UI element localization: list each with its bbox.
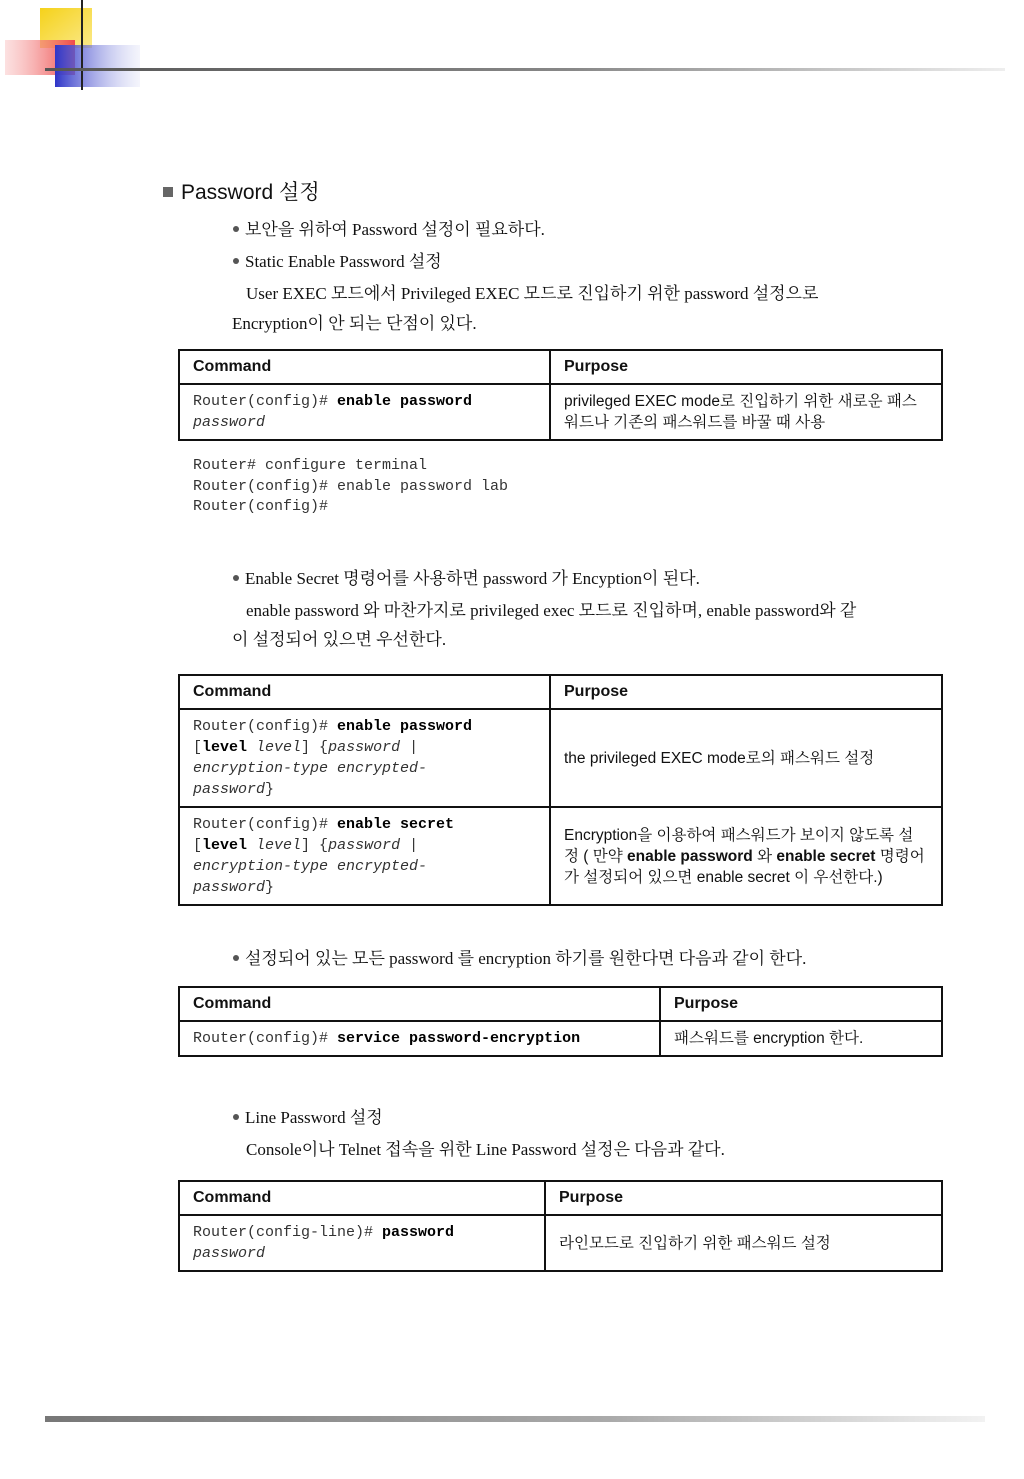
command-table-enable-password [178, 349, 943, 441]
bullet-static-enable [233, 247, 442, 272]
purpose-keyword: enable password [627, 847, 753, 865]
purpose-cell: 패스워드를 encryption 한다. [660, 1021, 942, 1056]
cmd-argument: level [247, 739, 302, 756]
cmd-pipe: | [400, 837, 419, 854]
bullet-dot-icon [233, 258, 239, 264]
bullet-text: Line Password 설정 [245, 1108, 383, 1127]
purpose-cell: 라인모드로 진입하기 위한 패스워드 설정 [545, 1215, 942, 1271]
bullet-text: 보안을 위하여 Password 설정이 필요하다. [245, 220, 545, 239]
paragraph-line: 이 설정되어 있으면 우선한다. [232, 630, 447, 649]
bullet-dot-icon [233, 1114, 239, 1120]
cmd-argument: password [193, 1245, 266, 1262]
bullet-security [233, 215, 545, 240]
cmd-pipe: | [400, 739, 419, 756]
command-table-enable-secret [178, 674, 943, 906]
column-header-command: Command [179, 675, 550, 709]
footer-rule [45, 1416, 985, 1422]
cmd-bracket: [ [193, 837, 203, 854]
cmd-bracket: [ [193, 739, 203, 756]
cmd-prefix: Router(config)# [193, 393, 338, 410]
cmd-argument: level [247, 837, 302, 854]
cmd-argument: password [193, 781, 266, 798]
command-cell [179, 1021, 660, 1056]
column-header-purpose: Purpose [545, 1181, 942, 1215]
column-header-purpose: Purpose [550, 350, 942, 384]
column-header-purpose: Purpose [660, 987, 942, 1021]
purpose-text: 와 [752, 847, 777, 865]
cmd-keyword: level [202, 837, 248, 854]
paragraph-line: Console이나 Telnet 접속을 위한 Line Password 설정은 다음과 같다. [246, 1140, 725, 1159]
column-header-command: Command [179, 1181, 545, 1215]
section-title-text: Password 설정 [181, 181, 320, 204]
cmd-keyword: enable password [337, 393, 473, 410]
purpose-cell [550, 807, 942, 905]
cmd-keyword: password [382, 1224, 455, 1241]
bullet-encrypt-all [233, 944, 806, 969]
command-cell [179, 384, 550, 440]
section-title [163, 176, 320, 206]
column-header-command: Command [179, 350, 550, 384]
cmd-argument: encryption-type encrypted- [193, 760, 428, 777]
bullet-text: Enable Secret 명령어를 사용하면 password 가 Encyption이 된다. [245, 569, 700, 588]
cmd-keyword: service password-encryption [337, 1030, 581, 1047]
bullet-text: Static Enable Password 설정 [245, 252, 442, 271]
paragraph-line: enable password 와 마찬가지로 privileged exec 모드로 진입하며, enable password와 같 [246, 601, 857, 620]
purpose-cell: the privileged EXEC mode로의 패스워드 설정 [550, 709, 942, 807]
cmd-argument: password [193, 414, 266, 431]
column-header-purpose: Purpose [550, 675, 942, 709]
cmd-keyword: enable secret [337, 816, 455, 833]
square-bullet-icon [163, 187, 173, 197]
cmd-keyword: enable password [337, 718, 473, 735]
purpose-keyword: enable secret [776, 847, 876, 865]
cmd-prefix: Router(config)# [193, 1030, 338, 1047]
cmd-argument: password [328, 837, 401, 854]
cmd-bracket: } [265, 879, 275, 896]
bullet-text: 설정되어 있는 모든 password 를 encryption 하기를 원한다면 다음과 같이 한다. [245, 949, 807, 968]
bullet-line-password [233, 1103, 383, 1128]
command-table-service-encryption [178, 986, 943, 1057]
cmd-prefix: Router(config-line)# [193, 1224, 383, 1241]
header-rule [45, 68, 1005, 71]
purpose-text: Encryption을 이용하여 패스워드가 보이지 않도록 설정 ( 만약 [564, 826, 914, 865]
cmd-argument: password [328, 739, 401, 756]
bullet-dot-icon [233, 226, 239, 232]
cmd-argument: password [193, 879, 266, 896]
bullet-dot-icon [233, 575, 239, 581]
header-decoration-logo [0, 0, 160, 100]
cmd-argument: encryption-type encrypted- [193, 858, 428, 875]
cmd-prefix: Router(config)# [193, 816, 338, 833]
paragraph-line: Encryption이 안 되는 단점이 있다. [232, 314, 477, 333]
cmd-keyword: level [202, 739, 248, 756]
bullet-dot-icon [233, 955, 239, 961]
cmd-prefix: Router(config)# [193, 718, 338, 735]
command-cell [179, 1215, 545, 1271]
cmd-bracket: ] { [301, 739, 329, 756]
command-cell [179, 807, 550, 905]
command-table-line-password [178, 1180, 943, 1272]
cmd-bracket: } [265, 781, 275, 798]
cmd-bracket: ] { [301, 837, 329, 854]
command-cell [179, 709, 550, 807]
bullet-enable-secret [233, 564, 700, 589]
purpose-cell: privileged EXEC mode로 진입하기 위한 새로운 패스워드나 기존의 패스워드를 바꿀 때 사용 [550, 384, 942, 440]
paragraph-line: User EXEC 모드에서 Privileged EXEC 모드로 진입하기 위한 password 설정으로 [246, 284, 819, 303]
purpose-text: 명령어가 설정되어 있으면 enable secret 이 우선한다.) [564, 847, 925, 886]
column-header-command: Command [179, 987, 660, 1021]
config-example-code: Router# configure terminal Router(config)# enable password lab Router(config)# [193, 457, 509, 515]
